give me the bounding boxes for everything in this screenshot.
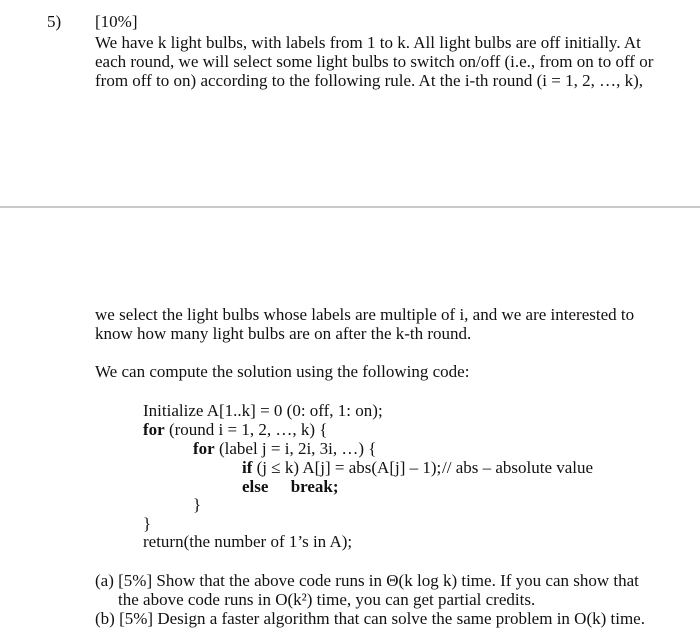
code-line-return: return(the number of 1’s in A); (143, 532, 353, 551)
intro-line-2: each round, we will select some light bulbs to switch on/off (i.e., from on to off or (95, 52, 654, 71)
part-a (95, 571, 639, 590)
part-a-text-2: the above code runs in O(k²) time, you can get partial credits. (118, 590, 536, 609)
intro-line-1: We have k light bulbs, with labels from 1 to k. All light bulbs are off initially. At (95, 33, 641, 52)
keyword-for: for (193, 439, 215, 458)
code-line-initialize: Initialize A[1..k] = 0 (0: off, 1: on); (143, 401, 383, 420)
question-weight: [10%] (95, 12, 138, 31)
if-text: (j ≤ k) A[j] = abs(A[j] – 1); (256, 458, 442, 477)
code-line-outer-for (143, 420, 327, 439)
code-line-inner-for (193, 439, 376, 458)
keyword-if: if (242, 458, 253, 477)
code-close-inner-brace: } (193, 495, 202, 514)
keyword-else: else (242, 477, 269, 496)
continuation-line-2: know how many light bulbs are on after the k-th round. (95, 324, 472, 343)
part-a-label: (a) [5%] (95, 571, 153, 590)
part-b (95, 609, 645, 628)
part-b-label: (b) [5%] (95, 609, 154, 628)
inner-for-text: (label j = i, 2i, 3i, …) { (218, 439, 377, 458)
continuation-line-1: we select the light bulbs whose labels are multiple of i, and we are interested to (95, 305, 635, 324)
keyword-break: break; (290, 477, 339, 496)
outer-for-text: (round i = 1, 2, …, k) { (168, 420, 328, 439)
intro-line-3: from off to on) according to the following rule. At the i-th round (i = 1, 2, …, k), (95, 71, 643, 90)
code-line-else (242, 477, 339, 496)
code-close-outer-brace: } (143, 514, 152, 533)
code-line-if (242, 458, 441, 477)
part-a-text-1: Show that the above code runs in Θ(k log k) time. If you can show that (156, 571, 639, 590)
part-b-text-1: Design a faster algorithm that can solve the same problem in O(k) time. (157, 609, 645, 628)
question-number: 5) (47, 12, 62, 31)
page-divider (0, 206, 700, 208)
keyword-for: for (143, 420, 165, 439)
code-intro: We can compute the solution using the following code: (95, 362, 470, 381)
code-comment: // abs – absolute value (442, 458, 594, 477)
